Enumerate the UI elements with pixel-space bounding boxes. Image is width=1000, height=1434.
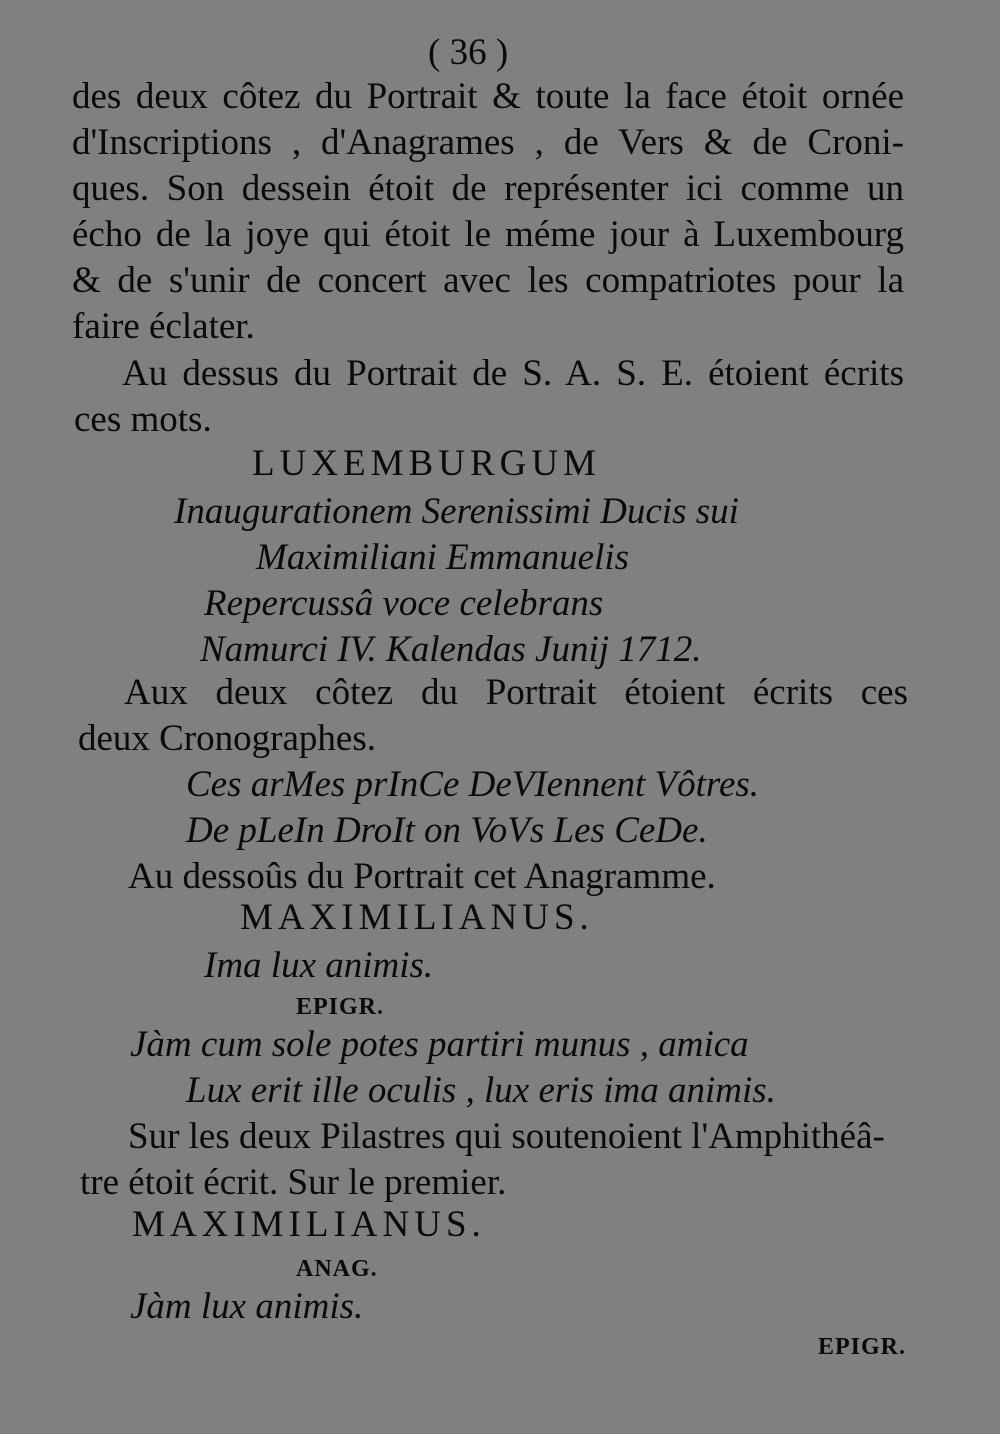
text-line: Sur les deux Pilastres qui soutenoient l'Amphithéâ- xyxy=(128,1116,885,1157)
page-number: ( 36 ) xyxy=(428,32,509,73)
anagram-text: Ima lux animis. xyxy=(204,945,434,986)
chronogram-line: Ces arMes prInCe DeVIennent Vôtres. xyxy=(186,764,760,805)
anagram-name: MAXIMILIANUS. xyxy=(132,1204,486,1245)
inscription-line: Maximiliani Emmanuelis xyxy=(256,537,630,578)
inscription-title: LUXEMBURGUM xyxy=(252,443,601,484)
text-line: faire éclater. xyxy=(72,306,255,347)
text-line: des deux côtez du Portrait & toute la face étoit ornée xyxy=(72,76,904,117)
text-line: ques. Son dessein étoit de représenter ici comme un xyxy=(72,168,904,209)
text-line: deux Cronographes. xyxy=(78,718,376,759)
text-line: Au dessoûs du Portrait cet Anagramme. xyxy=(128,856,716,897)
anagram-name: MAXIMILIANUS. xyxy=(240,897,594,938)
inscription-line: Namurci IV. Kalendas Junij 1712. xyxy=(200,629,702,670)
inscription-line: Inaugurationem Serenissimi Ducis sui xyxy=(174,491,739,532)
anagram-text: Jàm lux animis. xyxy=(130,1286,364,1327)
epigram-label: EPIGR. xyxy=(296,994,385,1020)
text-line: Aux deux côtez du Portrait étoient écrits ces xyxy=(124,672,908,713)
text-line: écho de la joye qui étoit le méme jour à Luxembourg xyxy=(72,214,904,255)
inscription-line: Repercussâ voce celebrans xyxy=(204,583,604,624)
verse-line: Lux erit ille oculis , lux eris ima animis. xyxy=(186,1070,776,1111)
verse-line: Jàm cum sole potes partiri munus , amica xyxy=(130,1024,749,1065)
chronogram-line: De pLeIn DroIt on VoVs Les CeDe. xyxy=(186,810,708,851)
text-line: tre étoit écrit. Sur le premier. xyxy=(80,1162,507,1203)
catchword: EPIGR. xyxy=(818,1334,907,1360)
anagram-label: ANAG. xyxy=(296,1256,378,1282)
text-line: d'Inscriptions , d'Anagrames , de Vers & de Croni- xyxy=(72,122,904,163)
text-line: Au dessus du Portrait de S. A. S. E. étoient écrits xyxy=(122,353,904,394)
text-line: ces mots. xyxy=(74,399,212,440)
text-line: & de s'unir de concert avec les compatriotes pour la xyxy=(72,260,904,301)
